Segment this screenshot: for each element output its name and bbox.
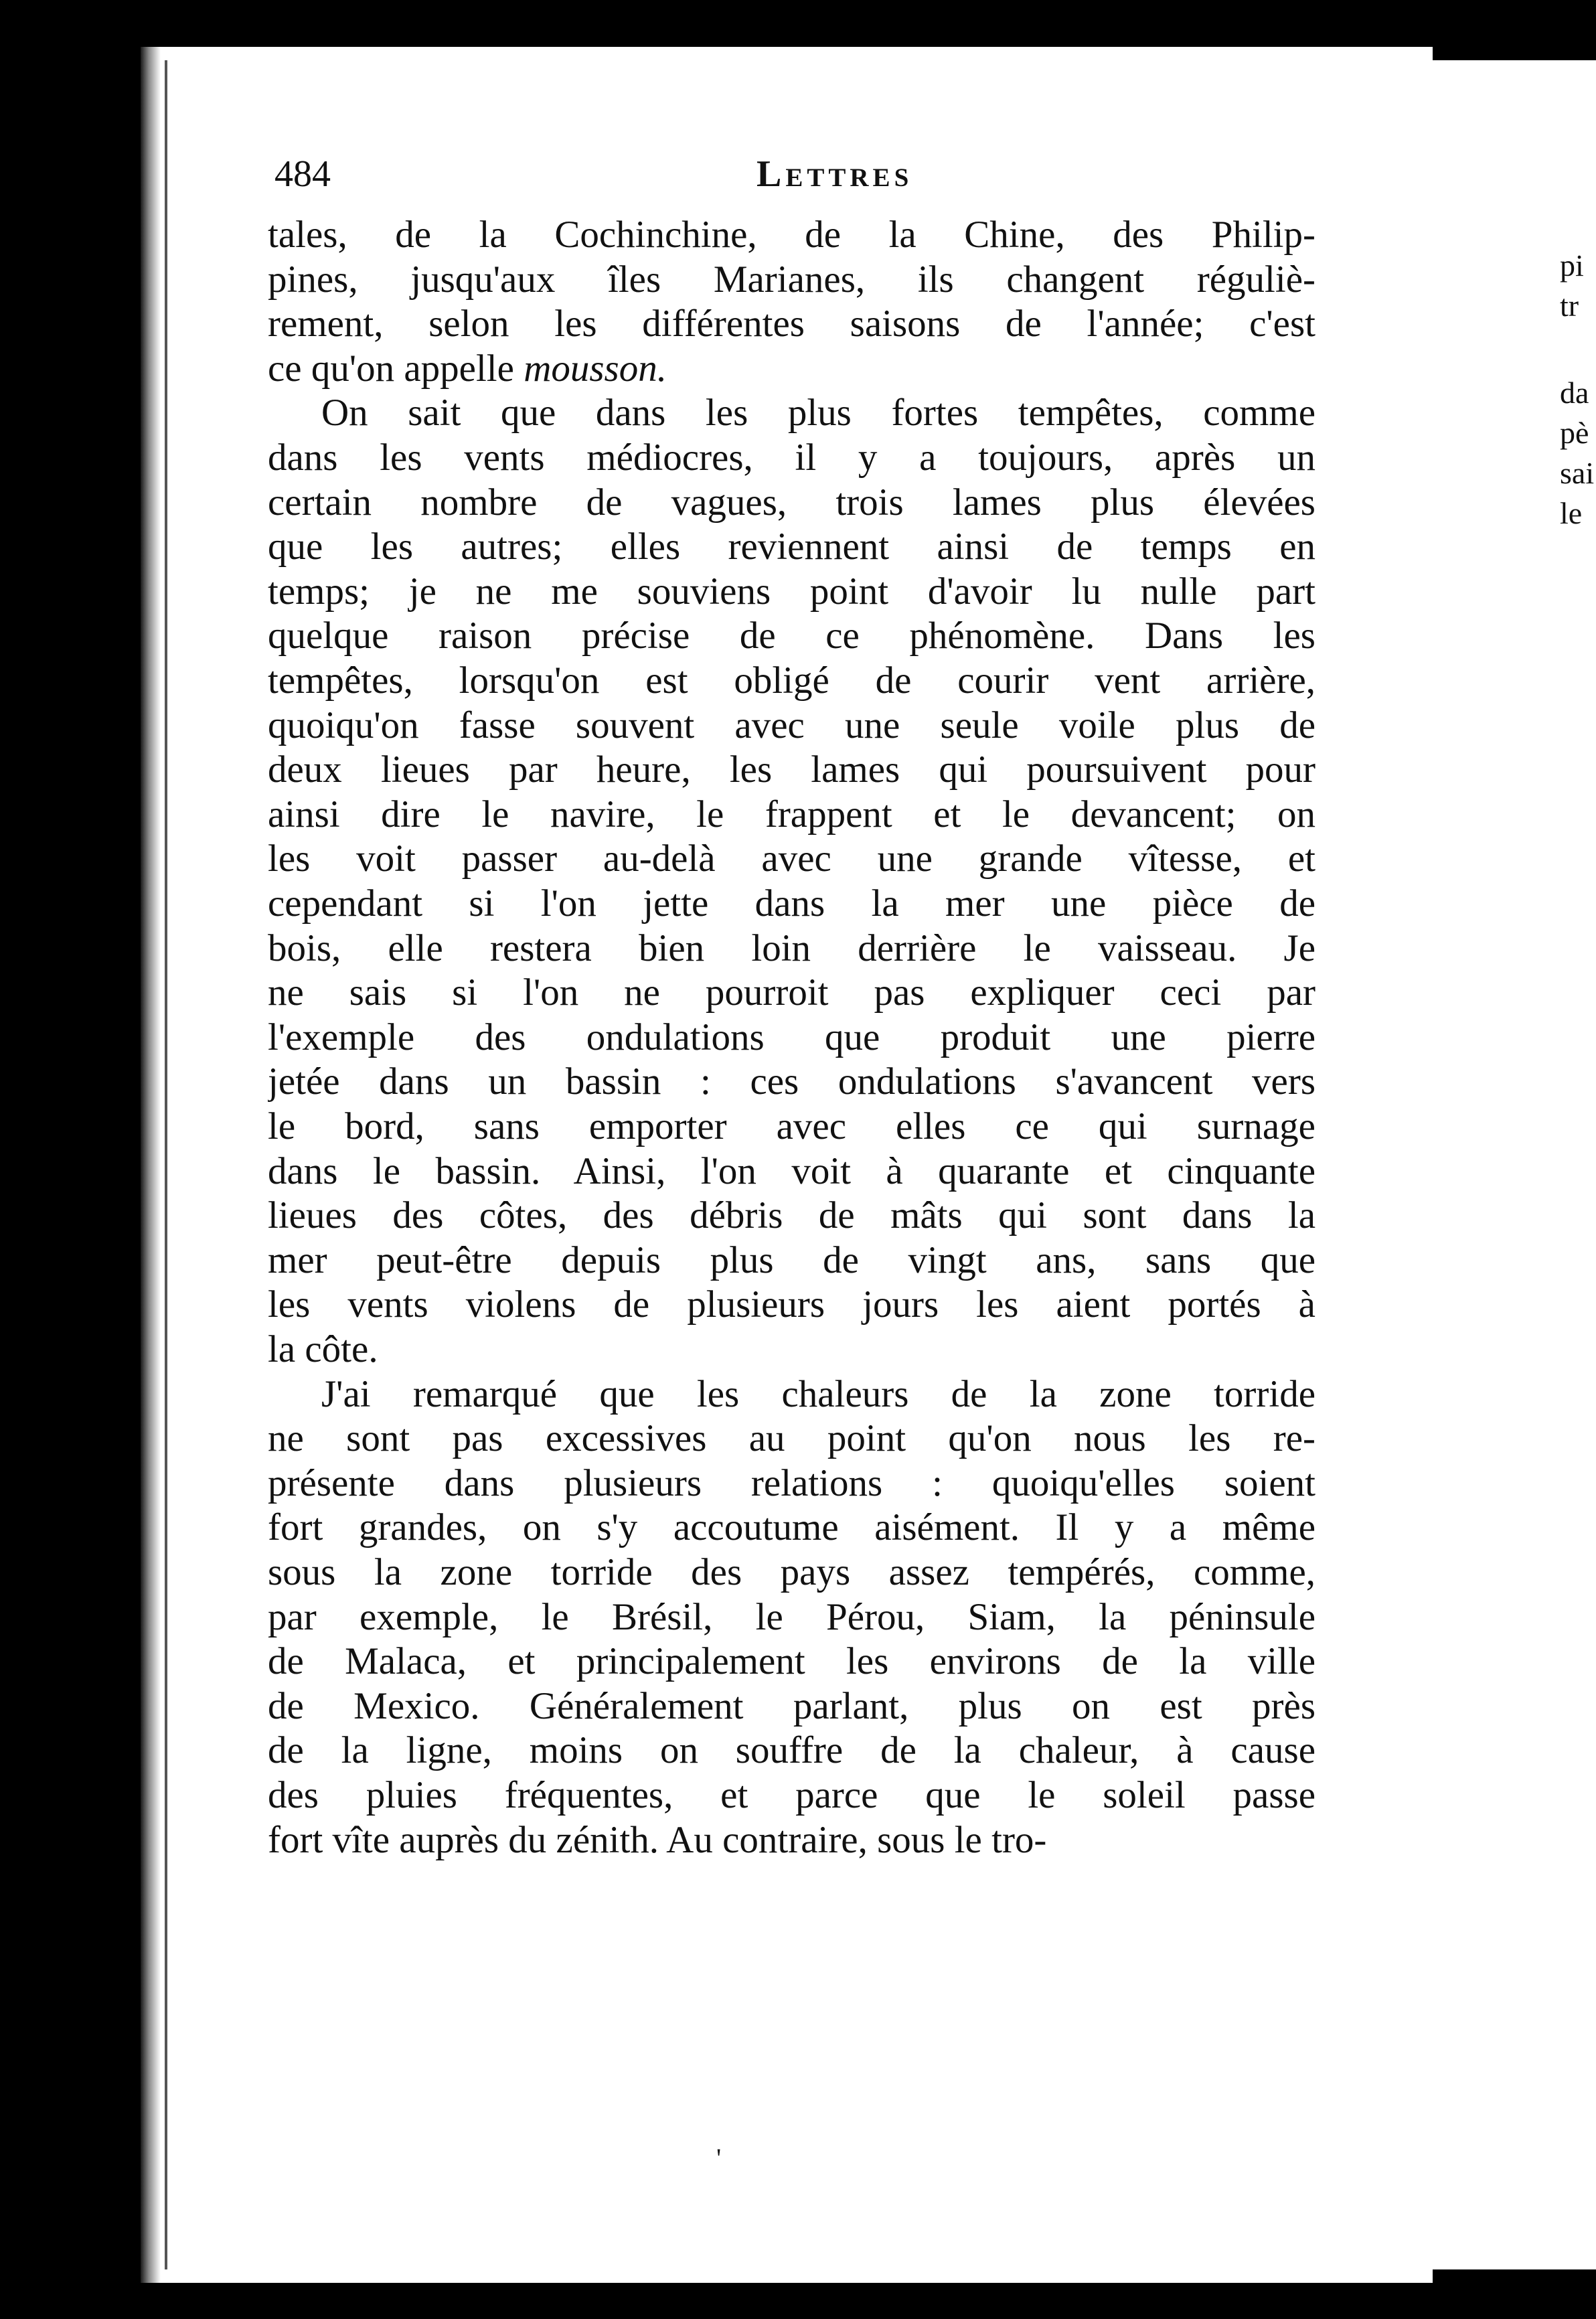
footer-mark: ' [716,2143,722,2173]
text-line: lieues des côtes, des débris de mâts qui sont dans la [268,1194,1315,1236]
facing-page [1419,60,1596,2269]
text-line: fort vîte auprès du zénith. Au contraire, sous le tro- [268,1819,1047,1861]
page-edge-line [165,60,167,2269]
facing-page-fragment: le [1560,496,1583,530]
text-line-segment: ce qu'on appelle [268,347,524,390]
text-line: l'exemple des ondulations que produit une pierre [268,1016,1315,1058]
text-line: de Malaca, et principalement les environs de la ville [268,1640,1315,1682]
text-line: de Mexico. Généralement parlant, plus on est près [268,1685,1315,1727]
text-line: mer peut-être depuis plus de vingt ans, sans que [268,1239,1315,1281]
text-line: ainsi dire le navire, le frappent et le devancent; on [268,793,1315,835]
running-title: Lettres [756,153,913,195]
text-line: des pluies fréquentes, et parce que le soleil passe [268,1774,1315,1816]
text-line: J'ai remarqué que les chaleurs de la zone torride [321,1373,1315,1415]
text-line: tales, de la Cochinchine, de la Chine, des Philip- [268,214,1315,256]
text-line: bois, elle restera bien loin derrière le vaisseau. Je [268,927,1315,969]
text-line: ne sais si l'on ne pourroit pas expliquer ceci par [268,971,1315,1014]
text-line: tempêtes, lorsqu'on est obligé de courir vent arrière, [268,659,1315,702]
text-line: de la ligne, moins on souffre de la chaleur, à cause [268,1729,1315,1771]
facing-page-fragment: pè [1560,416,1589,450]
text-line: rement, selon les différentes saisons de l'année; c'est [268,303,1315,345]
text-line: le bord, sans emporter avec elles ce qui surnage [268,1105,1315,1147]
text-line: la côte. [268,1328,378,1370]
facing-page-fragment: pi [1560,248,1584,283]
text-line: que les autres; elles reviennent ainsi de temps en [268,526,1315,568]
text-line: fort grandes, on s'y accoutume aisément. Il y a même [268,1506,1315,1548]
text-line: par exemple, le Brésil, le Pérou, Siam, la péninsule [268,1596,1315,1638]
text-line: quelque raison précise de ce phénomène. Dans les [268,615,1315,657]
text-line: cependant si l'on jette dans la mer une pièce de [268,882,1315,925]
text-line: dans les vents médiocres, il y a toujours, après un [268,436,1315,479]
facing-page-fragment: sai [1560,456,1595,490]
text-line: jetée dans un bassin : ces ondulations s'avancent vers [268,1060,1315,1103]
text-line [268,347,1315,391]
text-line: temps; je ne me souviens point d'avoir lu nulle part [268,570,1315,613]
facing-page-fragment: da [1560,376,1589,410]
text-line: sous la zone torride des pays assez tempérés, comme, [268,1551,1315,1593]
text-line: les voit passer au-delà avec une grande vîtesse, et [268,837,1315,880]
text-line: présente dans plusieurs relations : quoiqu'elles soient [268,1462,1315,1504]
text-line: On sait que dans les plus fortes tempêtes, comme [321,392,1315,434]
text-line: les vents violens de plusieurs jours les aient portés à [268,1283,1315,1326]
page-number: 484 [274,153,331,195]
text-line: deux lieues par heure, les lames qui poursuivent pour [268,748,1315,791]
page-gutter-shadow [141,47,161,2283]
text-line: quoiqu'on fasse souvent avec une seule voile plus de [268,704,1315,746]
text-line: ne sont pas excessives au point qu'on nous les re- [268,1417,1315,1459]
text-line: certain nombre de vagues, trois lames plus élevées [268,481,1315,524]
facing-page-fragment: tr [1560,289,1579,323]
text-line: dans le bassin. Ainsi, l'on voit à quarante et cinquante [268,1150,1315,1192]
text-line: pines, jusqu'aux îles Marianes, ils changent réguliè- [268,258,1315,301]
page-header [274,153,1346,201]
italic-term: mousson. [524,347,667,390]
